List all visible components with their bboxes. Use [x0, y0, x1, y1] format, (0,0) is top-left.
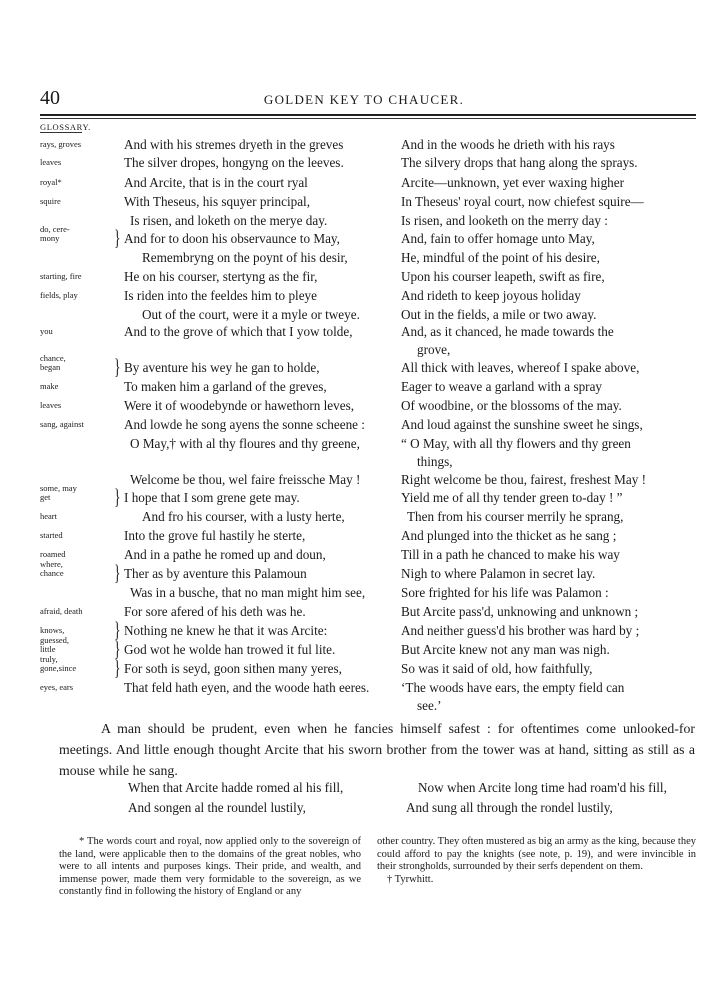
- modern-english-line: And, as it chanced, he made towards the: [401, 324, 614, 339]
- modern-english-line: Nigh to where Palamon in secret lay.: [401, 566, 596, 581]
- modern-english-line: But Arcite knew not any man was nigh.: [401, 642, 610, 657]
- modern-english-line: Then from his courser merrily he sprang,: [407, 509, 624, 524]
- page-number: 40: [40, 87, 60, 109]
- modern-english-line: Sore frighted for his life was Palamon :: [401, 585, 609, 600]
- gloss-note: do, cere- mony: [40, 224, 70, 243]
- modern-english-line: ‘The woods have ears, the empty field can: [401, 680, 625, 695]
- modern-english-line-wrap: grove,: [417, 342, 451, 357]
- gloss-brace: }: [114, 636, 121, 661]
- modern-english-line: And plunged into the thicket as he sang ;: [401, 528, 617, 543]
- gloss-note: roamed: [40, 549, 66, 559]
- prose-paragraph: [59, 718, 695, 781]
- middle-english-line: And fro his courser, with a lusty herte,: [142, 509, 345, 524]
- gloss-note: rays, groves: [40, 139, 82, 149]
- middle-english-line: To maken him a garland of the greves,: [124, 379, 327, 394]
- middle-english-line: Welcome be thou, wel faire freissche May !: [130, 472, 361, 487]
- middle-english-line: He on his courser, stertyng as the fir,: [124, 269, 318, 284]
- footnote-left: [59, 836, 361, 899]
- gloss-note: where, chance: [40, 559, 64, 578]
- final-modern-line-1: Now when Arcite long time had roam'd his fill,: [418, 780, 667, 795]
- final-verse-modern: [406, 778, 667, 818]
- modern-english-line-wrap: see.’: [417, 698, 442, 713]
- middle-english-line: And for to doon his observaunce to May,: [124, 231, 340, 246]
- gloss-note: royal*: [40, 177, 62, 187]
- modern-english-line: Of woodbine, or the blossoms of the may.: [401, 398, 622, 413]
- modern-english-line: But Arcite pass'd, unknowing and unknown ;: [401, 604, 639, 619]
- gloss-note: starting, fire: [40, 271, 82, 281]
- final-modern-line-2: And sung all through the rondel lustily,: [406, 800, 613, 815]
- final-middle-line-1: When that Arcite hadde romed al his fill,: [128, 780, 344, 795]
- middle-english-line: For soth is seyd, goon sithen many yeres,: [124, 661, 342, 676]
- middle-english-line: For sore afered of his deth was he.: [124, 604, 306, 619]
- middle-english-line: Nothing ne knew he that it was Arcite:: [124, 623, 328, 638]
- middle-english-line: God wot he wolde han trowed it ful lite.: [124, 642, 336, 657]
- middle-english-line: Is riden into the feeldes him to pleye: [124, 288, 317, 303]
- gloss-note: some, may get: [40, 483, 77, 502]
- gloss-brace: }: [114, 225, 121, 250]
- gloss-note: you: [40, 326, 53, 336]
- gloss-brace: }: [114, 484, 121, 509]
- middle-english-line: By aventure his wey he gan to holde,: [124, 360, 320, 375]
- modern-english-line: “ O May, with all thy flowers and thy green: [401, 436, 631, 451]
- modern-english-line: And in the woods he drieth with his rays: [401, 137, 615, 152]
- gloss-note: squire: [40, 196, 61, 206]
- gloss-note: started: [40, 530, 63, 540]
- gloss-note: leaves: [40, 400, 62, 410]
- prose-text: A man should be prudent, even when he fancies himself safest : for oftentimes come unlooked-for meetings. And little enough thought Arcite that his sworn brother from the tower was at hand, sitting as still as a mouse while he sang.: [59, 721, 695, 778]
- middle-english-line: Were it of woodebynde or hawethorn leves,: [124, 398, 355, 413]
- middle-english-line: O May,† with al thy floures and thy greene,: [130, 436, 360, 451]
- modern-english-line-wrap: things,: [417, 454, 453, 469]
- gloss-note: sang, against: [40, 419, 84, 429]
- middle-english-line: And to the grove of which that I yow tolde,: [124, 324, 353, 339]
- middle-english-line: And with his stremes dryeth in the greves: [124, 137, 344, 152]
- gloss-note: truly, gone,since: [40, 654, 77, 673]
- modern-english-line: Eager to weave a garland with a spray: [401, 379, 603, 394]
- gloss-note: eyes, ears: [40, 682, 74, 692]
- modern-english-line: And loud against the sunshine sweet he sings,: [401, 417, 643, 432]
- gloss-note: chance, began: [40, 353, 66, 372]
- gloss-note: guessed, little: [40, 635, 70, 654]
- middle-english-line: And Arcite, that is in the court ryal: [124, 175, 308, 190]
- middle-english-line: Is risen, and loketh on the merye day.: [130, 213, 328, 228]
- middle-english-line: Was in a busche, that no man might him see,: [130, 585, 366, 600]
- modern-english-line: The silvery drops that hang along the sprays.: [401, 155, 638, 170]
- footnote-dagger: † Tyrwhitt.: [387, 873, 434, 885]
- modern-english-line: So was it said of old, how faithfully,: [401, 661, 593, 676]
- gloss-note: heart: [40, 511, 57, 521]
- middle-english-line: With Theseus, his squyer principal,: [124, 194, 311, 209]
- final-verse-middle: [128, 778, 343, 818]
- middle-english-line: Out of the court, were it a myle or tweye.: [142, 307, 360, 322]
- modern-english-line: Right welcome be thou, fairest, freshest May !: [401, 472, 646, 487]
- gloss-note: leaves: [40, 157, 62, 167]
- middle-english-line: That feld hath eyen, and the woode hath eeres.: [124, 680, 370, 695]
- modern-english-line: Upon his courser leapeth, swift as fire,: [401, 269, 605, 284]
- final-middle-line-2: And songen al the roundel lustily,: [128, 800, 306, 815]
- middle-english-line: Ther as by aventure this Palamoun: [124, 566, 307, 581]
- modern-english-line: He, mindful of the point of his desire,: [401, 250, 600, 265]
- modern-english-line: Out in the fields, a mile or two away.: [401, 307, 597, 322]
- middle-english-line: And in a pathe he romed up and doun,: [124, 547, 326, 562]
- modern-english-line: And rideth to keep joyous holiday: [401, 288, 581, 303]
- modern-english-line: Is risen, and looketh on the merry day :: [401, 213, 608, 228]
- modern-english-line: And, fain to offer homage unto May,: [401, 231, 595, 246]
- modern-english-line: All thick with leaves, whereof I spake above,: [401, 360, 640, 375]
- modern-english-line: Arcite—unknown, yet ever waxing higher: [401, 175, 625, 190]
- footnote-right: [377, 836, 696, 886]
- middle-english-line: I hope that I som grene gete may.: [124, 490, 300, 505]
- glossary-heading: GLOSSARY.: [40, 122, 91, 132]
- gloss-brace: }: [114, 560, 121, 585]
- footnote-court-royal: * The words court and royal, now applied only to the sovereign of the land, were applicable then to the domains of the great nobles, who were to all intents and purposes kings. Their pride, and wealth, and immense power, made them very formidable to the sovereign, as we constantly find in following the history of England or any: [59, 836, 361, 897]
- middle-english-line: The silver dropes, hongyng on the leeves.: [124, 155, 344, 170]
- middle-english-line: Into the grove ful hastily he sterte,: [124, 528, 306, 543]
- running-head: GOLDEN KEY TO CHAUCER.: [263, 92, 465, 107]
- gloss-note: afraid, death: [40, 606, 83, 616]
- footnote-continuation: other country. They often mustered as big an army as the king, because they could afford to pay the knights (see note, p. 19), and were invincible in their strongholds, surrounded by their serfs dependent on them.: [377, 836, 696, 872]
- middle-english-line: Remembryng on the poynt of his desir,: [142, 250, 348, 265]
- gloss-brace: }: [114, 354, 121, 379]
- modern-english-line: In Theseus' royal court, now chiefest squire—: [401, 194, 644, 209]
- modern-english-line: Yield me of all thy tender green to-day ! ”: [401, 490, 623, 505]
- gloss-brace: }: [114, 655, 121, 680]
- gloss-note: knows,: [40, 625, 65, 635]
- gloss-brace: }: [114, 617, 121, 642]
- middle-english-line: And lowde he song ayens the sonne scheene :: [124, 417, 365, 432]
- modern-english-line: And neither guess'd his brother was hard by ;: [401, 623, 640, 638]
- gloss-note: fields, play: [40, 290, 78, 300]
- modern-english-line: Till in a path he chanced to make his way: [401, 547, 620, 562]
- gloss-note: make: [40, 381, 59, 391]
